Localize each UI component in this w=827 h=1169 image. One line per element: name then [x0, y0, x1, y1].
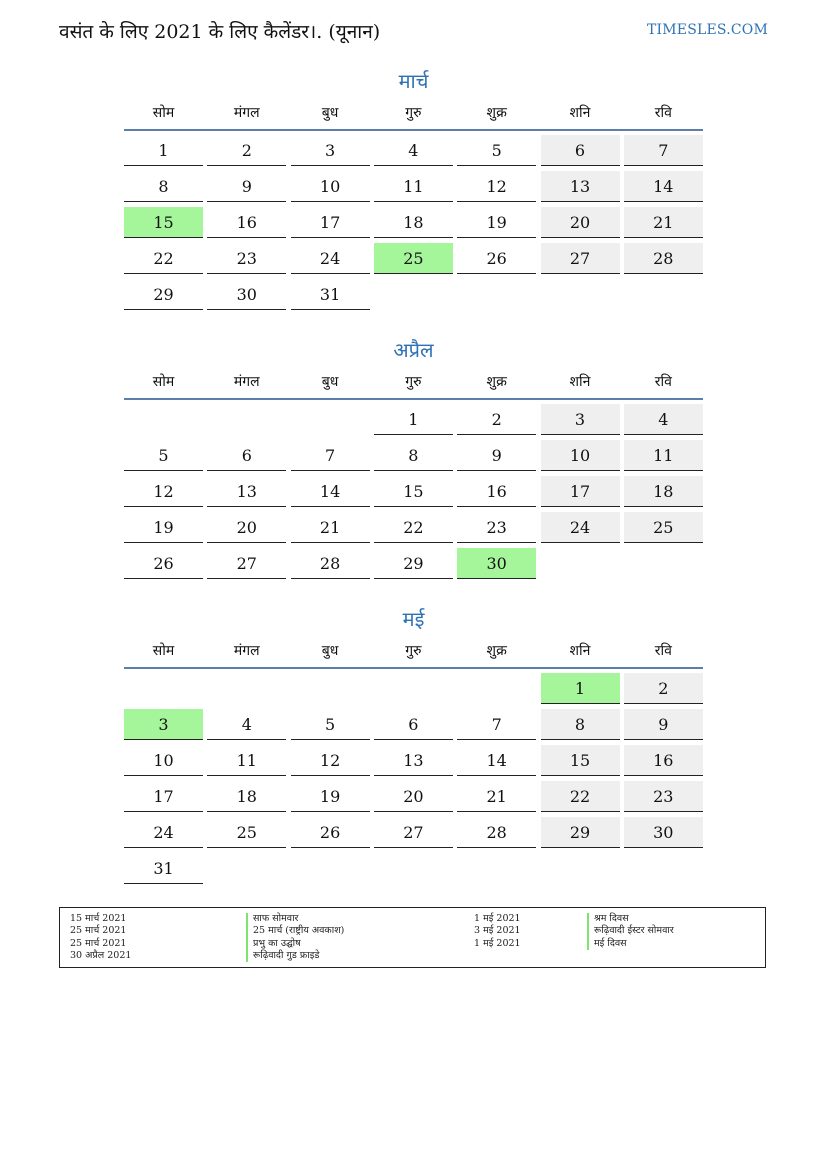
- weekday-label: गुरु: [405, 643, 422, 659]
- day-cell: 3: [124, 709, 203, 740]
- day-cell: 5: [457, 135, 536, 166]
- day-cell: 25: [624, 512, 703, 543]
- legend-date: 1 मई 2021: [474, 937, 521, 949]
- day-cell: 17: [291, 207, 370, 238]
- site-link[interactable]: TIMESLES.COM: [647, 22, 768, 38]
- legend-date: 30 अप्रैल 2021: [70, 949, 132, 961]
- weekday-label: शुक्र: [486, 374, 507, 390]
- weekday-header: [124, 99, 703, 131]
- day-cell: 19: [124, 512, 203, 543]
- day-cell: 9: [207, 171, 286, 202]
- weekday-label: बुध: [321, 374, 339, 390]
- month-name: अप्रैल: [393, 338, 434, 362]
- day-cell: 14: [624, 171, 703, 202]
- day-cell: 14: [291, 476, 370, 507]
- day-cell: 12: [291, 745, 370, 776]
- day-cell: 13: [374, 745, 453, 776]
- day-cell: 20: [541, 207, 620, 238]
- weekday-label: मंगल: [233, 643, 260, 659]
- day-cell: 31: [124, 853, 203, 884]
- day-cell: 17: [124, 781, 203, 812]
- month-march: [124, 66, 703, 325]
- legend-holiday-name: 25 मार्च (राष्ट्रीय अवकाश): [246, 925, 344, 937]
- day-cell: 8: [124, 171, 203, 202]
- day-cell: 29: [541, 817, 620, 848]
- day-cell: 22: [124, 243, 203, 274]
- legend-date: 1 मई 2021: [474, 913, 521, 924]
- weekday-header: [124, 368, 703, 400]
- weekday-label: सोम: [152, 105, 175, 121]
- day-grid: [124, 404, 703, 594]
- day-cell: 10: [541, 440, 620, 471]
- weekday-label: रवि: [654, 105, 672, 121]
- legend-left-names: [246, 913, 344, 962]
- day-cell: 26: [124, 548, 203, 579]
- legend-left-dates: [70, 913, 131, 962]
- day-cell: 27: [541, 243, 620, 274]
- day-cell: 15: [124, 207, 203, 238]
- day-cell: 28: [624, 243, 703, 274]
- weekday-header: [124, 637, 703, 669]
- day-cell: 1: [374, 404, 453, 435]
- day-cell: 2: [207, 135, 286, 166]
- legend-holiday-name: रूढ़िवादी गुड फ्राइडे: [246, 950, 344, 962]
- day-cell: 9: [457, 440, 536, 471]
- legend-holiday-name: मई दिवस: [587, 938, 674, 950]
- day-cell: 20: [374, 781, 453, 812]
- day-cell: 28: [291, 548, 370, 579]
- day-cell: 18: [374, 207, 453, 238]
- day-cell: 11: [624, 440, 703, 471]
- day-cell: 16: [207, 207, 286, 238]
- day-cell: 11: [374, 171, 453, 202]
- day-cell: 30: [457, 548, 536, 579]
- day-cell: 27: [207, 548, 286, 579]
- day-cell: 29: [124, 279, 203, 310]
- legend-date: 3 मई 2021: [474, 925, 521, 937]
- holiday-legend: [59, 907, 766, 968]
- weekday-label: गुरु: [405, 374, 422, 390]
- day-cell: 16: [457, 476, 536, 507]
- day-cell: 9: [624, 709, 703, 740]
- legend-right-names: [587, 913, 674, 950]
- month-may: [124, 604, 703, 878]
- day-cell: 12: [124, 476, 203, 507]
- day-cell: 8: [541, 709, 620, 740]
- day-cell: 7: [624, 135, 703, 166]
- day-grid: [124, 135, 703, 325]
- day-cell: 22: [541, 781, 620, 812]
- day-cell: 21: [457, 781, 536, 812]
- day-cell: 4: [374, 135, 453, 166]
- weekday-label: शनि: [569, 105, 591, 121]
- legend-holiday-name: रूढ़िवादी ईस्टर सोमवार: [587, 925, 674, 937]
- day-cell: 27: [374, 817, 453, 848]
- day-cell: 1: [541, 673, 620, 704]
- day-cell: 24: [541, 512, 620, 543]
- day-cell: 21: [624, 207, 703, 238]
- day-cell: 7: [457, 709, 536, 740]
- day-cell: 1: [124, 135, 203, 166]
- day-cell: 22: [374, 512, 453, 543]
- day-cell: 23: [207, 243, 286, 274]
- legend-holiday-name: श्रम दिवस: [587, 913, 674, 925]
- day-cell: 6: [374, 709, 453, 740]
- weekday-label: सोम: [152, 374, 175, 390]
- legend-right-dates: [474, 913, 521, 950]
- day-cell: 11: [207, 745, 286, 776]
- legend-date: 15 मार्च 2021: [70, 913, 127, 924]
- weekday-label: शुक्र: [486, 105, 507, 121]
- day-cell: 30: [624, 817, 703, 848]
- day-cell: 21: [291, 512, 370, 543]
- day-cell: 20: [207, 512, 286, 543]
- day-cell: 10: [124, 745, 203, 776]
- weekday-label: गुरु: [405, 105, 422, 121]
- day-cell: 14: [457, 745, 536, 776]
- day-cell: 18: [624, 476, 703, 507]
- day-cell: 8: [374, 440, 453, 471]
- day-cell: 10: [291, 171, 370, 202]
- day-cell: 26: [457, 243, 536, 274]
- day-cell: 31: [291, 279, 370, 310]
- day-cell: 6: [541, 135, 620, 166]
- weekday-label: बुध: [321, 643, 339, 659]
- day-grid: [124, 673, 703, 878]
- weekday-label: रवि: [654, 374, 672, 390]
- day-cell: 26: [291, 817, 370, 848]
- day-cell: 3: [541, 404, 620, 435]
- weekday-label: मंगल: [233, 374, 260, 390]
- legend-holiday-name: प्रभु का उद्घोष: [246, 938, 344, 950]
- day-cell: 19: [291, 781, 370, 812]
- day-cell: 18: [207, 781, 286, 812]
- day-cell: 25: [207, 817, 286, 848]
- weekday-label: शुक्र: [486, 643, 507, 659]
- day-cell: 19: [457, 207, 536, 238]
- day-cell: 28: [457, 817, 536, 848]
- day-cell: 4: [207, 709, 286, 740]
- day-cell: 15: [541, 745, 620, 776]
- day-cell: 29: [374, 548, 453, 579]
- day-cell: 23: [457, 512, 536, 543]
- legend-holiday-name: साफ सोमवार: [246, 913, 344, 925]
- day-cell: 13: [207, 476, 286, 507]
- day-cell: 4: [624, 404, 703, 435]
- day-cell: 15: [374, 476, 453, 507]
- legend-date: 25 मार्च 2021: [70, 937, 127, 949]
- day-cell: 17: [541, 476, 620, 507]
- day-cell: 12: [457, 171, 536, 202]
- day-cell: 5: [291, 709, 370, 740]
- weekday-label: सोम: [152, 643, 175, 659]
- page-title: वसंत के लिए 2021 के लिए कैलेंडर।. (यूनान): [59, 21, 381, 43]
- legend-date: 25 मार्च 2021: [70, 925, 127, 937]
- weekday-label: शनि: [569, 643, 591, 659]
- day-cell: 25: [374, 243, 453, 274]
- day-cell: 24: [291, 243, 370, 274]
- day-cell: 13: [541, 171, 620, 202]
- day-cell: 30: [207, 279, 286, 310]
- day-cell: 7: [291, 440, 370, 471]
- month-name: मार्च: [398, 69, 429, 93]
- weekday-label: शनि: [569, 374, 591, 390]
- day-cell: 2: [457, 404, 536, 435]
- month-name: मई: [402, 607, 425, 631]
- month-april: [124, 335, 703, 594]
- weekday-label: रवि: [654, 643, 672, 659]
- day-cell: 23: [624, 781, 703, 812]
- day-cell: 24: [124, 817, 203, 848]
- day-cell: 6: [207, 440, 286, 471]
- day-cell: 3: [291, 135, 370, 166]
- day-cell: 5: [124, 440, 203, 471]
- weekday-label: बुध: [321, 105, 339, 121]
- day-cell: 2: [624, 673, 703, 704]
- day-cell: 16: [624, 745, 703, 776]
- weekday-label: मंगल: [233, 105, 260, 121]
